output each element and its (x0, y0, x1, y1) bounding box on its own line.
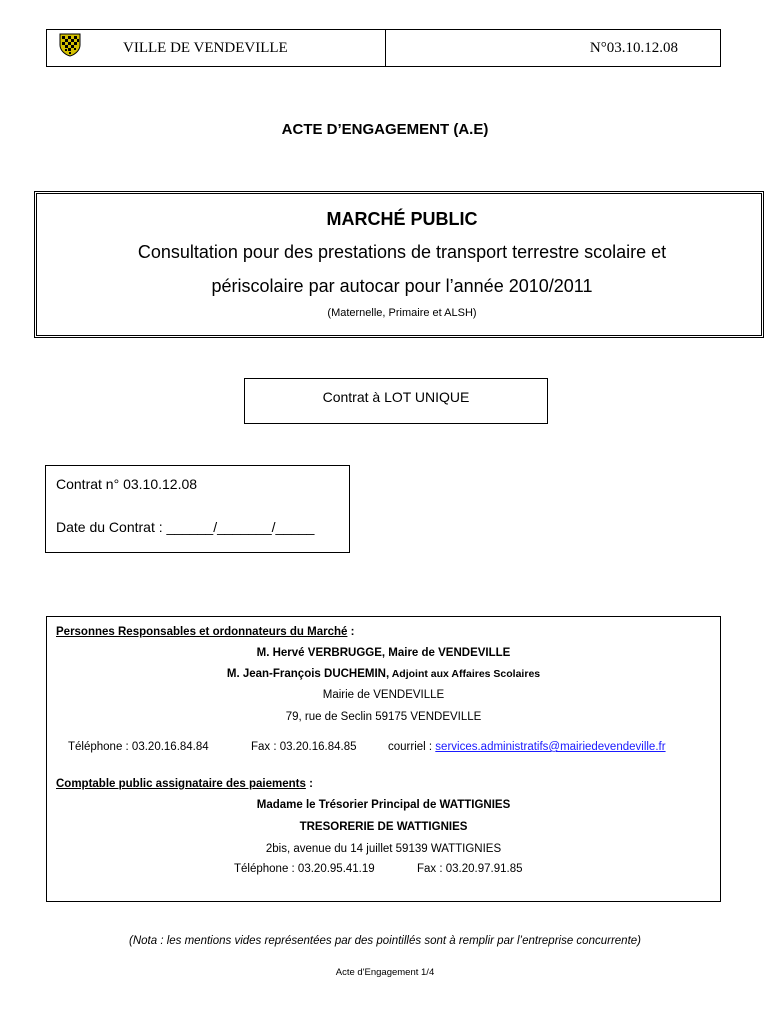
comptable-address: 2bis, avenue du 14 juillet 59139 WATTIGNIES (265, 843, 502, 855)
lot-box (244, 378, 548, 424)
courriel-link[interactable]: services.administratifs@mairiedevendeville.fr (435, 741, 666, 753)
comptable-heading-line (56, 778, 313, 790)
contract-number: Contrat n° 03.10.12.08 (56, 476, 198, 492)
comptable-colon: : (305, 778, 313, 790)
mairie-address: 79, rue de Seclin 59175 VENDEVILLE (285, 711, 482, 723)
lot-label: Contrat à LOT UNIQUE (322, 389, 470, 405)
comptable-telephone: Téléphone : 03.20.95.41.19 (234, 863, 375, 875)
page-footer: Acte d'Engagement 1/4 (335, 967, 435, 978)
header-table (46, 29, 721, 67)
adjoint-line (47, 668, 720, 680)
adjoint-name: M. Jean-François DUCHEMIN, (226, 668, 390, 680)
maire-name: M. Hervé VERBRUGGE, Maire de VENDEVILLE (256, 647, 511, 659)
mairie-telephone: Téléphone : 03.20.16.84.84 (68, 741, 209, 753)
mairie-courriel-line (388, 741, 666, 753)
reference-number: N°03.10.12.08 (589, 40, 678, 56)
comptable-name: Madame le Trésorier Principal de WATTIGNIES (256, 799, 511, 811)
mairie-name: Mairie de VENDEVILLE (322, 689, 445, 701)
adjoint-role: Adjoint aux Affaires Scolaires (389, 668, 541, 680)
coat-of-arms-icon (59, 33, 81, 57)
responsables-colon: : (347, 626, 355, 638)
header-left-cell (47, 30, 386, 66)
comptable-heading: Comptable public assignataire des paiements (56, 778, 306, 790)
nota-text: (Nota : les mentions vides représentées par des pointillés sont à remplir par l’entreprise concurrente) (129, 935, 641, 947)
marche-public-box (34, 191, 764, 338)
header-right-cell (386, 30, 720, 66)
responsables-heading-line (56, 626, 354, 638)
mairie-fax: Fax : 03.20.16.84.85 (251, 741, 357, 753)
marche-note: (Maternelle, Primaire et ALSH) (327, 307, 477, 319)
document-title: ACTE D’ENGAGEMENT (A.E) (281, 121, 489, 138)
comptable-office: TRESORERIE DE WATTIGNIES (299, 821, 468, 833)
marche-description-line1: Consultation pour des prestations de transport terrestre scolaire et (137, 242, 667, 262)
marche-heading: MARCHÉ PUBLIC (326, 209, 478, 229)
responsables-heading: Personnes Responsables et ordonnateurs du Marché (56, 626, 348, 638)
town-name: VILLE DE VENDEVILLE (123, 40, 288, 56)
contract-box (45, 465, 350, 553)
comptable-fax: Fax : 03.20.97.91.85 (417, 863, 523, 875)
courriel-label: courriel : (388, 741, 436, 753)
marche-description-line2: périscolaire par autocar pour l’année 2010/2011 (211, 276, 593, 296)
contract-date: Date du Contrat : ______/_______/_____ (56, 519, 315, 535)
responsables-box (46, 616, 721, 902)
